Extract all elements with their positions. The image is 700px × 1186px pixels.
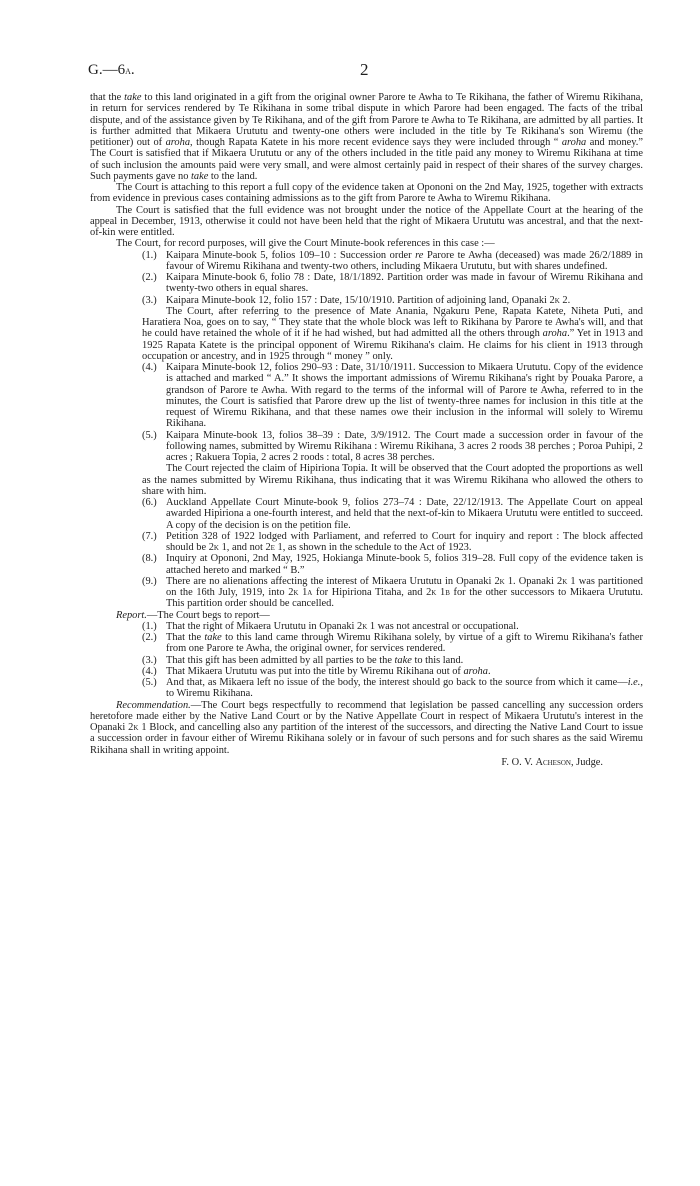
- document-reference: G.—6a.: [88, 62, 135, 78]
- report-item-3: (3.) That this gift has been admitted by all parties to be the take to this land.: [142, 654, 464, 666]
- judge-signature: F. O. V. Acheson, Judge.: [501, 756, 603, 768]
- reference-item-3: (3.) Kaipara Minute-book 12, folio 157 : Date, 15/10/1910. Partition of adjoining land, Opanaki 2k 2.: [142, 294, 571, 306]
- reference-item-4: (4.) Kaipara Minute-book 12, folios 290–93 : Date, 31/10/1911. Succession to Mikaera Urututu. Copy of the evidence is attached and marked “ A.” It shows the important admissions of Wiremu Rikihana's right by Pouaka Parore, a grandson of Parore te Awha. With regard to the terms of the informal will of Parore te Awha, referred to in the minutes, the Court is satisfied that Parore drew up the list of twenty-three names for inclusion in this title at the request of Wiremu Rikihana, and that these names owe their inclusion in the informal will solely to Wiremu Rikihana.: [142, 362, 643, 430]
- reference-item-9: (9.) There are no alienations affecting the interest of Mikaera Urututu in Opanaki 2k 1. Opanaki 2k 1 was partitioned on the 16th July, 1919, into 2k 1a for Hipiriona Titaha, and 2k 1b for the other successors to Mikaera Urututu. This partition order should be cancelled.: [142, 575, 643, 610]
- report-item-2: (2.) That the take to this land came through Wiremu Rikihana solely, by virtue of a gift to Wiremu Rikihana's father from one Parore te Awha, the original owner, for services rendered.: [142, 632, 643, 655]
- reference-item-8: (8.) Inquiry at Opononi, 2nd May, 1925, Hokianga Minute-book 5, folios 319–28. Full copy of the evidence taken is attached hereto and marked “ B.”: [142, 553, 643, 576]
- reference-item-3-note: The Court, after referring to the presence of Mate Anania, Ngakuru Pene, Rapata Katete, Niheta Puti, and Haratiera Noa, goes on to say, “ They state that the whole block was left to Rikihana by Parore te Awha's will, and that he could have retained the whole of it if he had wished, but had admitted all the others through aroha.” Yet in 1913 and 1925 Rapata Katete is the principal opponent of Wiremu Rikihana's claim. He claims for his client in 1913 through occupation or ancestry, and in 1925 through “ money ” only.: [142, 305, 643, 362]
- page-header: [88, 62, 608, 82]
- reference-item-1: (1.) Kaipara Minute-book 5, folios 109–10 : Succession order re Parore te Awha (deceased) was made 26/2/1889 in favour of Wiremu Rikihana and twenty-two others, including Mikaera Urututu, but with shares undefined.: [142, 249, 643, 272]
- intro-paragraph-2: The Court is attaching to this report a full copy of the evidence taken at Opononi on the 2nd May, 1925, together with extracts from evidence in previous cases containing admissions as to the gift from Parore te Awha to Wiremu Rikihana.: [90, 182, 643, 205]
- page-number: 2: [360, 60, 369, 79]
- reference-item-5: (5.) Kaipara Minute-book 13, folios 38–39 : Date, 3/9/1912. The Court made a succession order in favour of the following names, submitted by Wiremu Rikihana : Wiremu Rikihana, 3 acres 2 roods 38 perches ; Poroa Puhipi, 2 acres ; Rakuera Topia, 2 acres 2 roods : total, 8 acres 38 perches.: [142, 429, 643, 463]
- intro-paragraph-3: The Court is satisfied that the full evidence was not brought under the notice of the Appellate Court at the hearing of the appeal in December, 1913, otherwise it could not have been held that the right of Mikaera Urututu was ancestral, and that the next-of-kin were entitled.: [90, 204, 643, 238]
- intro-paragraph-4: The Court, for record purposes, will give the Court Minute-book references in this case :—: [116, 238, 495, 250]
- reference-item-2: (2.) Kaipara Minute-book 6, folio 78 : Date, 18/1/1892. Partition order was made in favour of Wiremu Rikihana and twenty-two others in equal shares.: [142, 272, 643, 295]
- intro-paragraph-1: that the take to this land originated in a gift from the original owner Parore te Awha to Te Rikihana, the father of Wiremu Rikihana, in return for services rendered by Te Rikihana in some tribal dispute in which Parore had been engaged. The facts of the tribal dispute, and of the assistance given by Te Rikihana, and of the gift from Parore te Awha to Te Rikihana, are admitted by all parties. It is further admitted that Mikaera Urututu and twenty-one others were included in the title by Te Rikihana's son Wiremu (the petitioner) out of aroha, though Rapata Katete in his more recent evidence says they were included through “ aroha and money.” The Court is satisfied that if Mikaera Urututu or any of the others included in the title paid any money to Wiremu Rikihana at time of such inclusion the amounts paid were very small, and were almost certainly paid in respect of their shares of the survey charges. Such payments gave no take to the land.: [90, 92, 643, 182]
- reference-item-5-note: The Court rejected the claim of Hipiriona Topia. It will be observed that the Court adopted the proportions as well as the names submitted by Wiremu Rikihana, thus indicating that it was Wiremu Rikihana who allowed the others to share with him.: [142, 463, 643, 497]
- report-item-1: (1.) That the right of Mikaera Urututu in Opanaki 2k 1 was not ancestral or occupational.: [142, 620, 519, 632]
- reference-item-6: (6.) Auckland Appellate Court Minute-book 9, folios 273–74 : Date, 22/12/1913. The Appellate Court on appeal awarded Hipiriona a one-fourth interest, and held that the next-of-kin to Mikaera Urututu were entitled to succeed. A copy of the decision is on the petition file.: [142, 497, 643, 531]
- reference-item-7: (7.) Petition 328 of 1922 lodged with Parliament, and referred to Court for inquiry and report : The block affected should be 2k 1, and not 2e 1, as shown in the schedule to the Act of 1923.: [142, 530, 643, 553]
- report-item-5: (5.) And that, as Mikaera left no issue of the body, the interest should go back to the source from which it came—i.e., to Wiremu Rikihana.: [142, 677, 643, 700]
- report-heading: Report.—The Court begs to report—: [116, 609, 270, 621]
- report-item-4: (4.) That Mikaera Urututu was put into the title by Wiremu Rikihana out of aroha.: [142, 665, 491, 677]
- document-body: [90, 92, 643, 768]
- recommendation-paragraph: Recommendation.—The Court begs respectfully to recommend that legislation be passed cancelling any succession orders heretofore made either by the Native Land Court or by the Native Appellate Court in respect of Mikaera Urututu's interest in the Opanaki 2k 1 Block, and cancelling also any partition of the interest of the successors, and directing the Native Land Court to issue a succession order in favour either of Wiremu Rikihana solely or in favour of such persons and for such shares as the said Wiremu Rikihana shall in writing appoint.: [90, 699, 643, 756]
